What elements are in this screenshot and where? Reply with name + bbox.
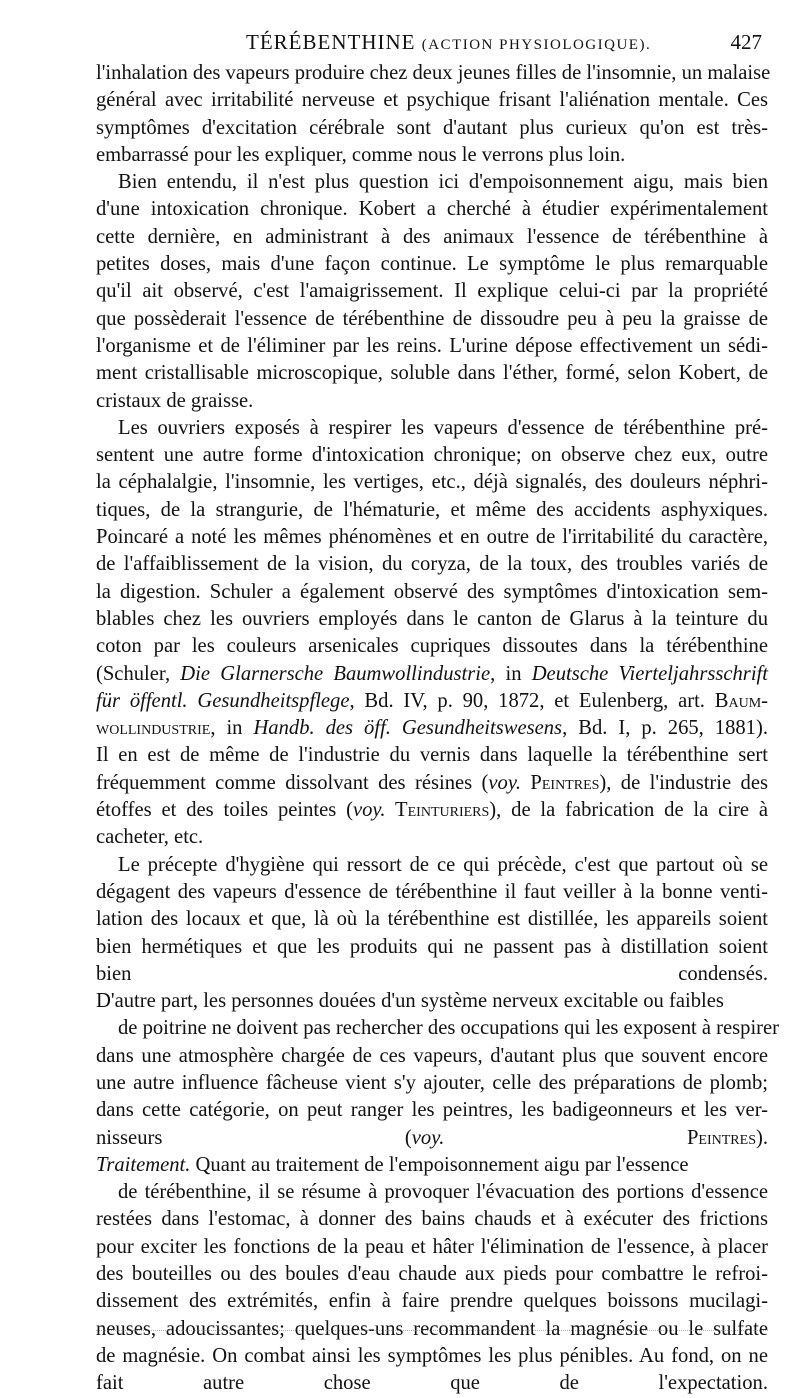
text-line <box>96 715 768 742</box>
text-run: ). <box>755 1126 768 1149</box>
text-run: Handb. des öff. Gesundheitswesens <box>253 717 563 740</box>
footer-rule <box>96 1322 768 1331</box>
text-run: voy. <box>352 799 386 822</box>
text-line: Poincaré a noté les mêmes phénomènes et en outre de l'irritabilité du caractère, <box>96 526 768 549</box>
text-line: coton par les couleurs arsenicales cupriques dissoutes dans la térébenthine <box>96 635 768 658</box>
text-line <box>96 1125 768 1152</box>
text-run: Deutsche Vierteljahrsschrift <box>531 662 768 685</box>
text-line: la digestion. Schuler a également observé des symptômes d'intoxication sem- <box>96 580 768 603</box>
text-line: bien condensés. <box>96 962 768 985</box>
text-run: , in <box>490 662 532 685</box>
text-line: D'autre part, les personnes douées d'un système nerveux excitable ou faibles <box>96 990 724 1013</box>
text-run: Die Glarnersche Baumwollindustrie <box>180 662 491 685</box>
text-line: dans cette catégorie, on peut ranger les peintres, les badigeonneurs et les ver- <box>96 1099 768 1122</box>
text-line: neuses, adoucissantes; quelques-uns recommandent la magnésie ou le sulfate <box>96 1317 768 1340</box>
text-line: tiques, de la strangurie, de l'hématurie, et même des accidents asphyxiques. <box>96 498 768 521</box>
text-line: Les ouvriers exposés à respirer les vapeurs d'essence de térébenthine pré- <box>118 416 768 439</box>
text-run: Baum- <box>714 689 769 712</box>
text-line: qu'il ait observé, c'est l'amaigrissement. Il explique celui-ci par la propriété <box>96 280 768 303</box>
text-run: , Bd. IV, p. 90, 1872, et Eulenberg, art. <box>349 689 715 712</box>
text-run: für öffentl. Gesundheitspflege <box>96 689 350 712</box>
running-title <box>246 30 651 55</box>
text-line <box>96 688 768 715</box>
text-line: ment cristallisable microscopique, soluble dans l'éther, formé, selon Kobert, de <box>96 362 768 385</box>
text-line: Bien entendu, il n'est plus question ici d'empoisonnement aigu, mais bien <box>118 171 768 194</box>
text-run: wollindustrie <box>96 717 211 740</box>
text-line: Il en est de même de l'industrie du vernis dans laquelle la térébenthine sert <box>96 744 768 767</box>
text-line: restées dans l'estomac, à donner des bains chauds et à exécuter des frictions <box>96 1208 768 1231</box>
page-number: 427 <box>730 30 762 54</box>
text-line: sentent une autre forme d'intoxication chronique; on observe chez eux, outre <box>96 444 768 467</box>
text-run: nisseurs ( <box>96 1126 412 1149</box>
text-line: fait autre chose que de l'expectation. <box>96 1372 768 1395</box>
text-line: une autre influence fâcheuse vient s'y ajouter, celle des préparations de plomb; <box>96 1071 768 1094</box>
text-line: cette dernière, en administrant à des animaux l'essence de térébenthine à <box>96 225 768 248</box>
text-run: , Bd. I, p. 265, 1881). <box>562 717 768 740</box>
text-run: Peintres <box>444 1126 756 1149</box>
text-line: que possèderait l'essence de térébenthine de dissoudre peu à peu la graisse de <box>96 307 768 330</box>
text-line: symptômes d'excitation cérébrale sont d'autant plus curieux qu'on est très- <box>96 116 768 139</box>
text-run: Quant au traitement de l'empoisonnement aigu par l'essence <box>190 1153 689 1176</box>
text-line: dégagent des vapeurs d'essence de térébenthine il faut veiller à la bonne venti- <box>96 880 768 903</box>
text-line: d'une intoxication chronique. Kobert a cherché à étudier expérimentalement <box>96 198 768 221</box>
running-title-sub: (ACTION PHYSIOLOGIQUE). <box>421 37 652 53</box>
text-line: blables chez les ouvriers employés dans le canton de Glarus à la teinture du <box>96 607 768 630</box>
text-line <box>96 770 768 797</box>
text-line <box>96 661 768 688</box>
text-line: général avec irritabilité nerveuse et psychique frisant l'aliénation mentale. Ces <box>96 89 768 112</box>
text-line: de térébenthine, il se résume à provoquer l'évacuation des portions d'essence <box>118 1181 768 1204</box>
text-line: lation des locaux et que, là où la térébenthine est distillée, les appareils soient <box>96 908 768 931</box>
text-run: ), de l'industrie des <box>599 771 768 794</box>
text-line: dissement des extrémités, enfin à faire prendre quelques boissons mucilagi- <box>96 1290 768 1313</box>
running-header <box>96 30 766 56</box>
text-run: , in <box>210 717 254 740</box>
page-body <box>96 60 780 1398</box>
text-line: l'inhalation des vapeurs produire chez deux jeunes filles de l'insomnie, un malaise <box>96 62 771 84</box>
text-line: bien hermétiques et que les produits qui ne passent pas à distillation soient <box>96 935 768 958</box>
text-run: ), de la fabrication de la cire à <box>489 799 768 822</box>
running-title-main: TÉRÉBENTHINE <box>246 30 416 54</box>
text-line: petites doses, mais d'une façon continue. Le symptôme le plus remarquable <box>96 253 768 276</box>
text-line: embarrassé pour les expliquer, comme nous le verrons plus loin. <box>96 143 626 166</box>
text-run: Peintres <box>521 771 600 794</box>
text-line: cacheter, etc. <box>96 826 204 849</box>
text-line: l'organisme et de l'éliminer par les reins. L'urine dépose effectivement un sédi- <box>96 334 768 357</box>
text-line: dans une atmosphère chargée de ces vapeurs, d'autant plus que souvent encore <box>96 1044 768 1067</box>
text-line: de magnésie. On combat ainsi les symptômes les plus pénibles. Au fond, on ne <box>96 1344 768 1367</box>
text-run: (Schuler, <box>96 662 181 685</box>
text-line: de l'affaiblissement de la vision, du coryza, de la toux, des troubles variés de <box>96 553 768 576</box>
text-line <box>96 797 768 824</box>
text-line: Le précepte d'hygiène qui ressort de ce qui précède, c'est que partout où se <box>118 853 768 876</box>
text-run: voy. <box>488 771 521 794</box>
text-line: de poitrine ne doivent pas rechercher des occupations qui les exposent à respirer <box>118 1017 780 1040</box>
text-run: étoffes et des toiles peintes ( <box>96 799 353 822</box>
text-line: la céphalalgie, l'insomnie, les vertiges, etc., déjà signalés, des douleurs néphri- <box>96 471 768 494</box>
text-run: fréquemment comme dissolvant des résines ( <box>96 771 489 794</box>
text-line: cristaux de graisse. <box>96 389 254 412</box>
text-line <box>96 1152 768 1179</box>
text-line: pour exciter les fonctions de la peau et hâter l'élimination de l'essence, à placer <box>96 1235 768 1258</box>
text-run: Teinturiers <box>385 799 490 822</box>
text-line: des bouteilles ou des boules d'eau chaude aux pieds pour combattre le refroi- <box>96 1263 768 1286</box>
text-run: Traitement. <box>96 1153 191 1176</box>
text-run: voy. <box>411 1126 445 1149</box>
